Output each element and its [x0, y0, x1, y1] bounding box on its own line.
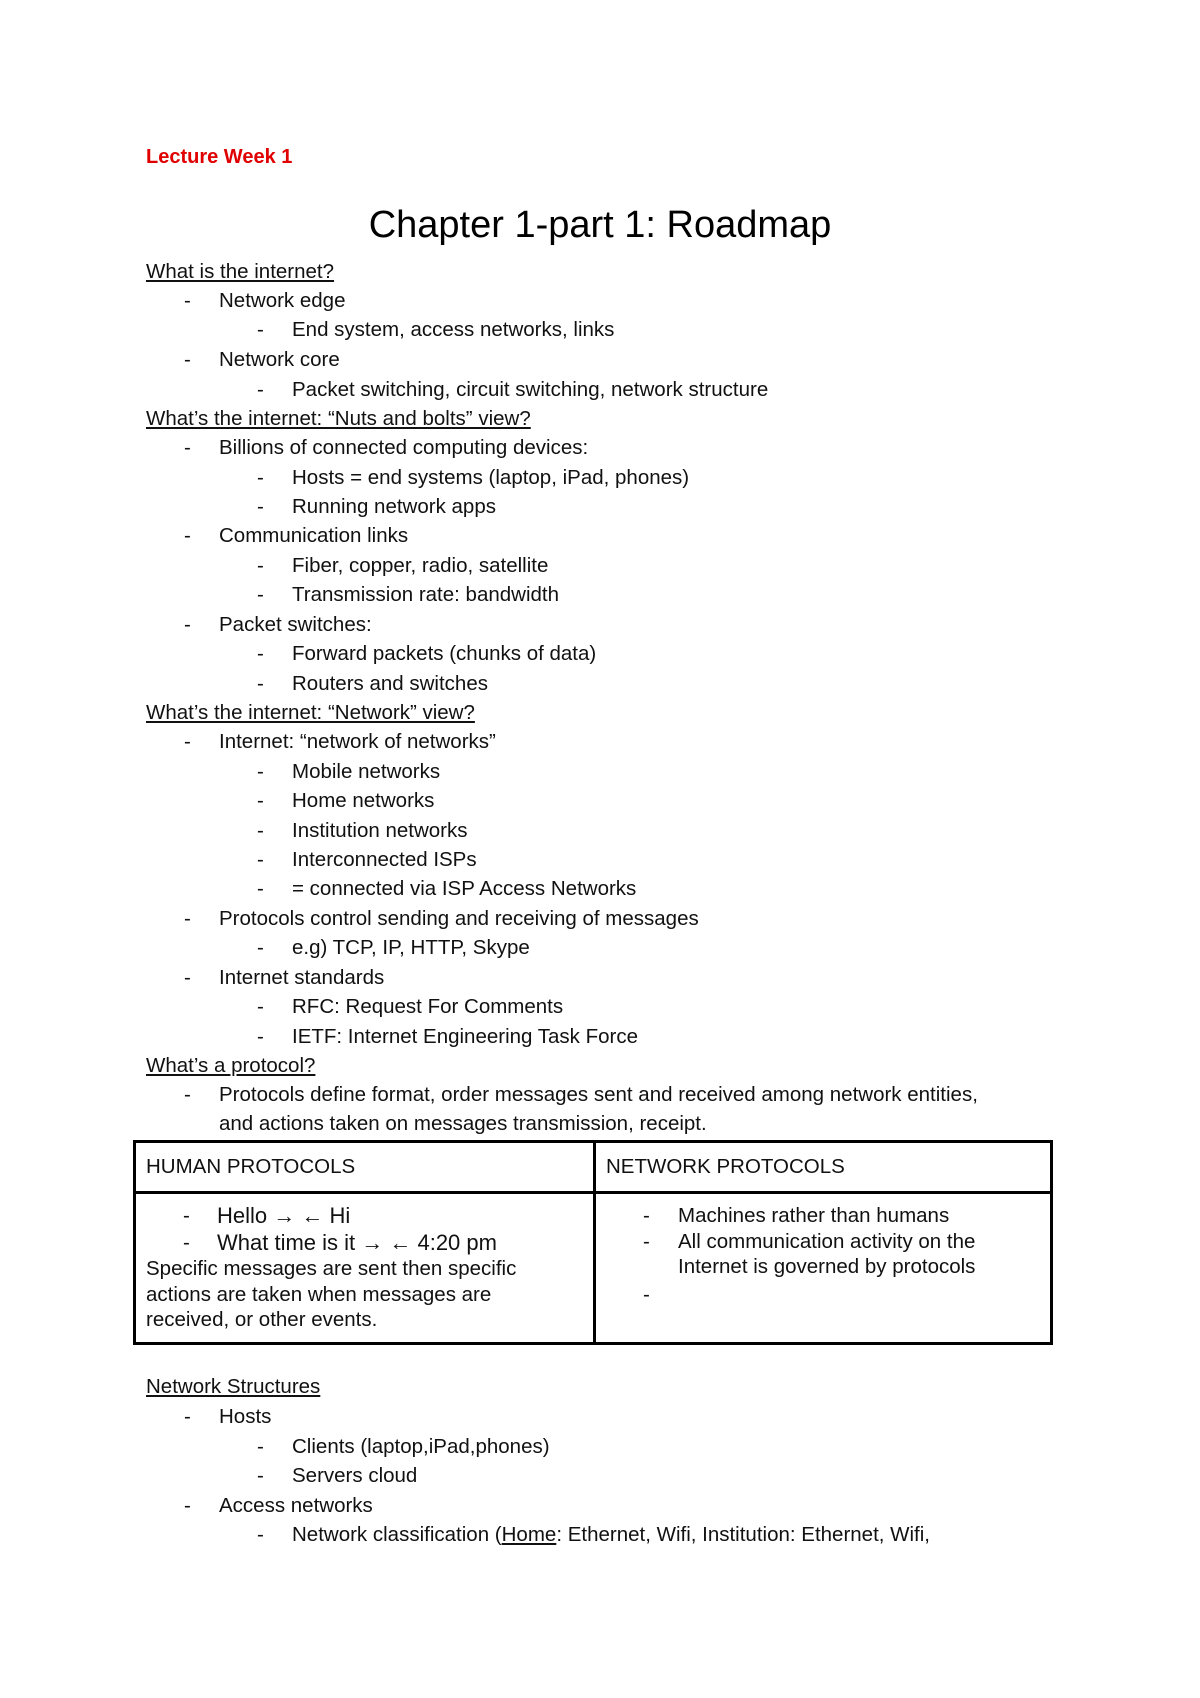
list-item: Protocols define format, order messages sent and received among network entities,: [219, 1083, 978, 1106]
protocol-comparison-table: [133, 1140, 1053, 1345]
list-item: IETF: Internet Engineering Task Force: [292, 1025, 639, 1048]
bullet-dash: -: [257, 760, 264, 783]
bullet-dash: -: [643, 1204, 650, 1227]
list-item: Clients (laptop,iPad,phones): [292, 1435, 550, 1458]
bullet-dash: -: [183, 1204, 190, 1227]
table-cell-item: Machines rather than humans: [678, 1204, 950, 1227]
table-cell-text: received, or other events.: [146, 1308, 378, 1331]
bullet-dash: -: [643, 1283, 650, 1306]
bullet-dash: -: [257, 466, 264, 489]
bullet-dash: -: [257, 1025, 264, 1048]
bullet-dash: -: [184, 907, 191, 930]
table-cell-item-continuation: Internet is governed by protocols: [678, 1255, 976, 1278]
list-item: Internet: “network of networks”: [219, 730, 496, 753]
list-item: Packet switches:: [219, 613, 372, 636]
lecture-label: Lecture Week 1: [146, 146, 293, 168]
page-title: Chapter 1-part 1: Roadmap: [368, 204, 832, 246]
bullet-dash: -: [257, 318, 264, 341]
bullet-dash: -: [184, 289, 191, 312]
list-item: Communication links: [219, 524, 409, 547]
bullet-dash: -: [184, 436, 191, 459]
section-heading-network-view: What’s the internet: “Network” view?: [146, 701, 475, 724]
table-cell-text: actions are taken when messages are: [146, 1283, 492, 1306]
list-item: Protocols control sending and receiving of messages: [219, 907, 699, 930]
list-item: Billions of connected computing devices:: [219, 436, 589, 459]
list-item: Transmission rate: bandwidth: [292, 583, 560, 606]
bullet-dash: -: [643, 1230, 650, 1253]
bullet-dash: -: [184, 966, 191, 989]
bullet-dash: -: [184, 730, 191, 753]
section-heading-what-is-internet: What is the internet?: [146, 260, 335, 283]
table-cell-item: Hello → ← Hi: [217, 1203, 351, 1228]
table-header-human-protocols: HUMAN PROTOCOLS: [146, 1155, 356, 1178]
bullet-dash: -: [184, 1405, 191, 1428]
bullet-dash: -: [184, 1494, 191, 1517]
list-item: e.g) TCP, IP, HTTP, Skype: [292, 936, 530, 959]
bullet-dash: -: [257, 495, 264, 518]
list-item: Servers cloud: [292, 1464, 418, 1487]
list-item-text: Network classification (: [292, 1523, 502, 1546]
bullet-dash: -: [257, 848, 264, 871]
list-item: Running network apps: [292, 495, 496, 518]
bullet-dash: -: [257, 877, 264, 900]
bullet-dash: -: [257, 672, 264, 695]
list-item: Network edge: [219, 289, 346, 312]
table-divider: [593, 1143, 596, 1342]
bullet-dash: -: [184, 524, 191, 547]
list-item: Network core: [219, 348, 340, 371]
list-item: = connected via ISP Access Networks: [292, 877, 637, 900]
bullet-dash: -: [257, 995, 264, 1018]
table-cell-item: All communication activity on the: [678, 1230, 976, 1253]
list-item: End system, access networks, links: [292, 318, 615, 341]
section-heading-network-structures: Network Structures: [146, 1375, 321, 1398]
list-item: Fiber, copper, radio, satellite: [292, 554, 549, 577]
bullet-dash: -: [257, 554, 264, 577]
bullet-dash: -: [257, 819, 264, 842]
table-cell-item: What time is it → ← 4:20 pm: [217, 1230, 497, 1255]
list-item: Routers and switches: [292, 672, 488, 695]
list-item: Hosts = end systems (laptop, iPad, phones): [292, 466, 690, 489]
list-item: Interconnected ISPs: [292, 848, 477, 871]
bullet-dash: -: [257, 1464, 264, 1487]
bullet-dash: -: [257, 1523, 264, 1546]
list-item: RFC: Request For Comments: [292, 995, 564, 1018]
list-item: Packet switching, circuit switching, network structure: [292, 378, 769, 401]
list-item: Institution networks: [292, 819, 468, 842]
bullet-dash: -: [184, 1083, 191, 1106]
table-header-network-protocols: NETWORK PROTOCOLS: [606, 1155, 845, 1178]
list-item-text: : Ethernet, Wifi, Institution: Ethernet, Wifi,: [556, 1523, 931, 1546]
list-item: Forward packets (chunks of data): [292, 642, 597, 665]
bullet-dash: -: [184, 613, 191, 636]
bullet-dash: -: [184, 348, 191, 371]
bullet-dash: -: [257, 642, 264, 665]
list-item: Internet standards: [219, 966, 385, 989]
list-item-text-underlined: Home: [501, 1523, 557, 1546]
bullet-dash: -: [257, 789, 264, 812]
list-item: Access networks: [219, 1494, 373, 1517]
bullet-dash: -: [183, 1231, 190, 1254]
table-divider: [136, 1191, 1050, 1194]
list-item: Home networks: [292, 789, 435, 812]
list-item: Hosts: [219, 1405, 272, 1428]
list-item: Mobile networks: [292, 760, 441, 783]
bullet-dash: -: [257, 583, 264, 606]
list-item: [292, 1523, 930, 1547]
bullet-dash: -: [257, 1435, 264, 1458]
table-cell-text: Specific messages are sent then specific: [146, 1257, 517, 1280]
section-heading-nuts-and-bolts: What’s the internet: “Nuts and bolts” view?: [146, 407, 531, 430]
section-heading-what-is-protocol: What’s a protocol?: [146, 1054, 316, 1077]
list-item-continuation: and actions taken on messages transmission, receipt.: [219, 1112, 707, 1135]
bullet-dash: -: [257, 378, 264, 401]
bullet-dash: -: [257, 936, 264, 959]
